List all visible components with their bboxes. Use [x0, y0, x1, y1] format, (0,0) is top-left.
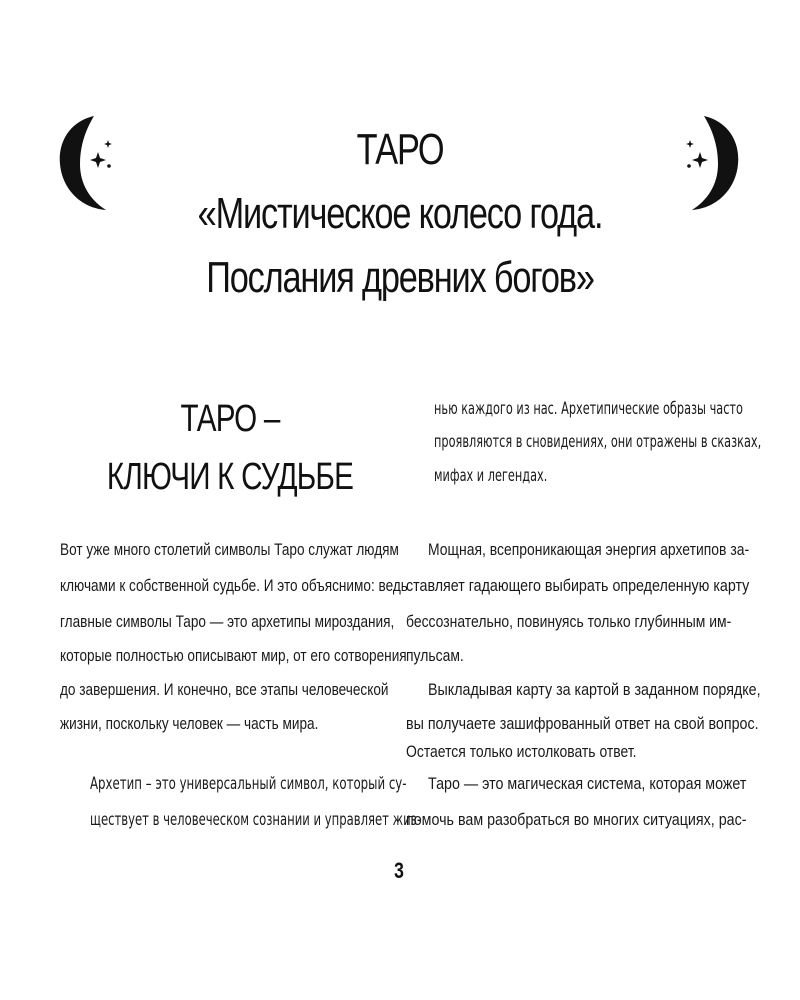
- left-p2-line-1: Архетип – это универсальный символ, который су-: [90, 774, 407, 794]
- right-p4-line-3: Остается только истолковать ответ.: [406, 742, 637, 761]
- right-p3-line-1: Мощная, всепроникающая энергия архетипов за-: [428, 540, 750, 559]
- left-p1-line-4: которые полностью описывают мир, от его сотворения: [60, 646, 407, 665]
- right-p4-line-1: Выкладывая карту за картой в заданном порядке,: [428, 680, 761, 699]
- right-p3-line-4: пульсам.: [406, 646, 464, 665]
- title-line-2: «Мистическое колесо года.: [197, 189, 603, 238]
- section-heading-line-2: КЛЮЧИ К СУДЬБЕ: [106, 456, 354, 498]
- section-heading-line-1: ТАРО –: [180, 398, 280, 440]
- left-p1-line-1: Вот уже много столетий символы Таро служат людям: [60, 540, 399, 559]
- right-p5-line-1: Таро — это магическая система, которая может: [428, 774, 747, 793]
- right-p3-line-2: ставляет гадающего выбирать определенную карту: [406, 576, 750, 595]
- left-p1-line-3: главные символы Таро — это архетипы мироздания,: [60, 612, 395, 631]
- left-p2-line-2: ществует в человеческом сознании и управляет жиз-: [90, 810, 422, 830]
- right-p2-line-1: нью каждого из нас. Архетипические образы часто: [434, 399, 743, 419]
- left-p1-line-5: до завершения. И конечно, все этапы человеческой: [60, 680, 389, 699]
- right-p5-line-2: помочь вам разобраться во многих ситуациях, рас-: [406, 810, 747, 829]
- title-line-3: Послания древних богов»: [206, 253, 594, 302]
- page-title: [100, 118, 700, 310]
- left-p1-line-6: жизни, поскольку человек — часть мира.: [60, 714, 319, 733]
- title-line-1: ТАРО: [356, 125, 444, 174]
- page-number: 3: [394, 858, 404, 883]
- right-p2-line-2: проявляются в сновидениях, они отражены в сказках,: [434, 432, 762, 452]
- right-p4-line-2: вы получаете зашифрованный ответ на свой вопрос.: [406, 714, 759, 733]
- section-heading: [60, 390, 400, 506]
- left-p1-line-2: ключами к собственной судьбе. И это объяснимо: ведь: [60, 576, 408, 595]
- right-p2-line-3: мифах и легендах.: [434, 466, 548, 486]
- right-p3-line-3: бессознательно, повинуясь только глубинным им-: [406, 612, 732, 631]
